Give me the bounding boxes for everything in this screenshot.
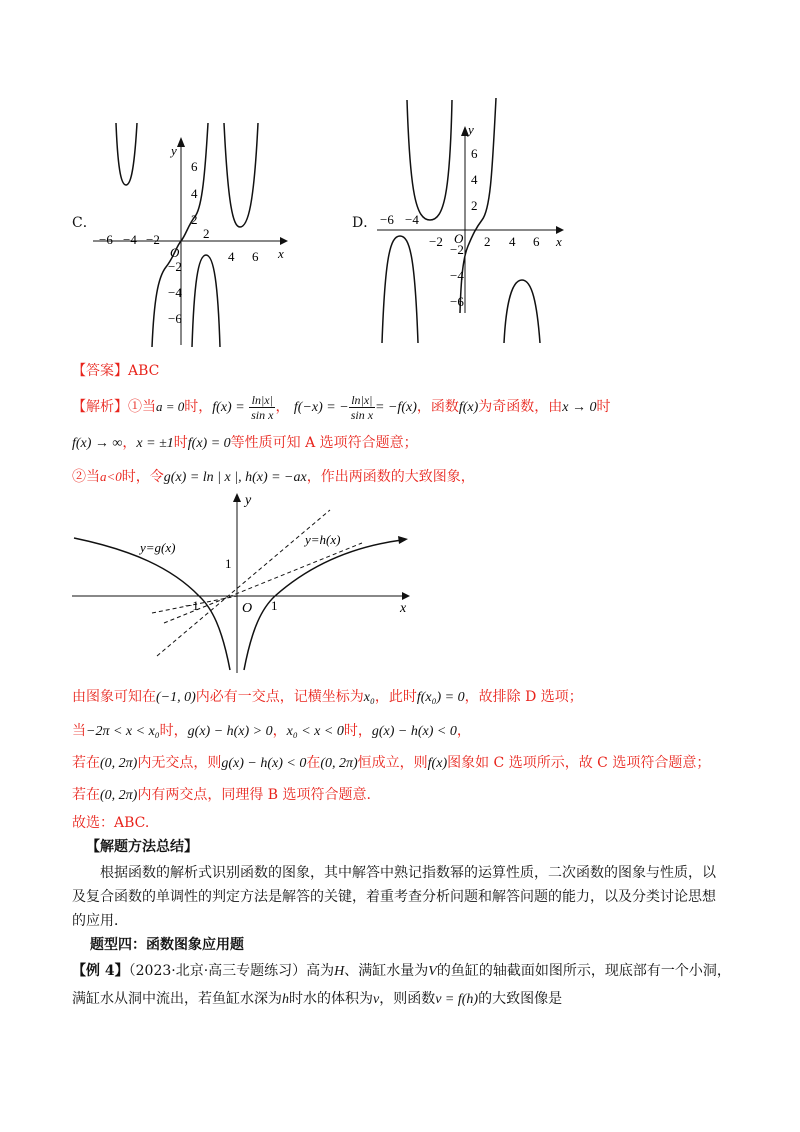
y-axis-label: y (171, 143, 177, 158)
y-axis-label: y (245, 493, 252, 508)
tick-x: 2 (203, 226, 210, 241)
analysis-line-1 (72, 392, 611, 422)
math: g(x) − h(x) < 0 (371, 724, 457, 739)
tick-x: −2 (429, 234, 443, 249)
h-label: y=h(x) (305, 532, 341, 547)
math: = −f(x) (375, 400, 417, 415)
text: 当 (72, 723, 86, 739)
text: 高为 (306, 963, 335, 979)
tick-x: −2 (146, 232, 160, 247)
origin-label: O (170, 245, 180, 260)
tick-y: 6 (471, 146, 478, 161)
example-line-2 (72, 988, 562, 1008)
option-d-label: D． (352, 215, 378, 231)
x-axis-label: x (278, 246, 284, 261)
after-line-3 (72, 752, 710, 772)
x-axis-label: x (556, 234, 562, 249)
text: 内有两交点，同理得 B 选项符合题意. (137, 787, 371, 803)
text: 内必有一交点，记横坐标为 (195, 689, 364, 705)
text: ，作出两函数的大致图象， (306, 469, 475, 485)
fraction-denominator: sin x (350, 407, 374, 422)
math: f(−x) = − (293, 400, 349, 415)
curve-right-bottom (504, 280, 540, 343)
math: v (373, 992, 380, 1007)
tick-y: −6 (168, 311, 182, 326)
fraction (249, 393, 275, 422)
summary-body-2: 及复合函数的单调性的判定方法是解答的关键，着重考查分析问题和解答问题的能力，以及分类讨论思想 (72, 889, 716, 905)
tick-x: −4 (405, 212, 419, 227)
tick-y: −6 (450, 294, 464, 309)
text: 、满缸水量为 (344, 963, 429, 979)
text: 的大致图像是 (478, 991, 563, 1007)
summary-body-3: 的应用． (72, 913, 128, 929)
tick-y: 6 (191, 159, 198, 174)
x-axis-arrow (556, 226, 564, 234)
tick-x: −6 (380, 212, 394, 227)
after-line-4 (72, 784, 371, 804)
curve-right-bottom (192, 255, 220, 347)
curve-g-left (74, 538, 230, 670)
text: 时 (173, 435, 188, 451)
graph-option-d (372, 98, 572, 343)
math: V (428, 964, 437, 979)
text: ， (272, 723, 287, 739)
math: h (282, 992, 289, 1007)
text: 时水的体积为 (289, 991, 373, 1007)
text: 图象如 C 选项所示，故 C 选项符合题意； (447, 755, 711, 771)
math: v = f(h) (435, 992, 479, 1007)
analysis-line-3 (72, 466, 475, 486)
math: g(x) = ln | x |, h(x) = −ax (163, 470, 307, 485)
origin-label: O (242, 601, 253, 616)
analysis-line-2 (72, 432, 418, 452)
answer-value: ABC (128, 363, 160, 379)
answer-line (72, 360, 159, 380)
tick-x: 2 (484, 234, 491, 249)
text: ，此时 (374, 689, 417, 705)
tick-y: 4 (471, 172, 478, 187)
text: ，函数 (416, 399, 459, 415)
x-axis-label: x (400, 601, 407, 616)
text: ②当 (72, 469, 100, 485)
math: f(x₀) = 0 (416, 690, 465, 705)
graph-option-c (88, 115, 298, 347)
tick-x-1: 1 (271, 598, 278, 613)
curve-g-arrow (398, 536, 408, 544)
fraction-denominator: sin x (251, 407, 274, 422)
math: f(x) → ∞ (72, 436, 123, 451)
x-axis-arrow (280, 237, 288, 245)
text: （2023·北京·高三专题练习） (128, 963, 307, 979)
text: 时，令 (121, 469, 164, 485)
tick-y: 2 (191, 212, 198, 227)
math: g(x) − h(x) > 0 (187, 724, 273, 739)
math: H (334, 964, 345, 979)
text: 内无交点，则 (137, 755, 222, 771)
curve-left-bottom (382, 236, 418, 343)
text: 若在 (72, 755, 100, 771)
math: f(x) (458, 400, 479, 415)
text: ， (456, 723, 471, 739)
example-line-1 (72, 960, 731, 980)
text: ①当 (128, 399, 156, 415)
math: a = 0 (156, 399, 185, 414)
math: f(x) = (212, 400, 245, 415)
math: g(x) − h(x) < 0 (221, 756, 307, 771)
tick-x: 4 (509, 234, 516, 249)
after-line-5: 故选：ABC. (72, 815, 150, 831)
math: a<0 (100, 469, 122, 484)
tick-x: 6 (533, 234, 540, 249)
answer-tag: 【答案】 (72, 363, 128, 379)
after-line-1 (72, 686, 583, 706)
math: (−1, 0) (156, 690, 196, 705)
g-label: y=g(x) (140, 540, 176, 555)
math: (0, 2π) (320, 756, 358, 771)
math: f(x) (427, 756, 448, 771)
text: 时， (343, 723, 372, 739)
y-axis-label: y (468, 122, 474, 137)
tick-y: 4 (191, 186, 198, 201)
math: f(x) = 0 (187, 436, 231, 451)
text: 满缸水从洞中流出，若鱼缸水深为 (72, 991, 282, 1007)
y-axis-arrow (177, 137, 185, 147)
curve-left-top (116, 123, 137, 185)
tick-x: 4 (228, 249, 235, 264)
math: x = ±1 (136, 436, 174, 451)
text: 在 (306, 755, 321, 771)
curve-left-top (407, 100, 452, 220)
summary-body-1: 根据函数的解析式识别函数的图象，其中解答中熟记指数幂的运算性质，二次函数的图象与性质，以 (100, 865, 716, 881)
text: 若在 (72, 787, 100, 803)
fraction-numerator: ln|x| (349, 393, 375, 408)
tick-y: −2 (450, 242, 464, 257)
math: −2π < x < x₀ (86, 724, 160, 739)
analysis-tag: 【解析】 (72, 399, 128, 415)
tick-y: 2 (471, 198, 478, 213)
y-axis-arrow (233, 493, 241, 502)
tick-x: 6 (252, 249, 259, 264)
text: 等性质可知 A 选项符合题意； (230, 435, 418, 451)
text: 时， (159, 723, 188, 739)
tick-y: −4 (450, 268, 464, 283)
text: ， (275, 399, 290, 415)
tick-y: −4 (168, 285, 182, 300)
fraction-numerator: ln|x| (249, 393, 275, 408)
tick-x: −6 (99, 232, 113, 247)
x-axis-arrow (402, 592, 410, 600)
text: 时 (596, 399, 611, 415)
text: 的鱼缸的轴截面如图所示，现底部有一个小洞， (436, 963, 731, 979)
figure-g-h (72, 488, 422, 673)
math: (0, 2π) (100, 788, 138, 803)
math: x₀ < x < 0 (286, 724, 344, 739)
text: ，故排除 D 选项； (464, 689, 583, 705)
tick-y-1: 1 (225, 556, 232, 571)
text: 时， (184, 399, 213, 415)
type4-title: 题型四：函数图象应用题 (90, 937, 244, 953)
text: 为奇函数，由 (478, 399, 563, 415)
tick-y: −2 (168, 259, 182, 274)
after-line-2 (72, 720, 471, 740)
curve-right-top (224, 123, 258, 227)
example-tag: 【例 4】 (72, 963, 129, 979)
text: 恒成立，则 (357, 755, 428, 771)
math: x → 0 (562, 400, 597, 415)
text: ， (122, 435, 137, 451)
origin-label: O (454, 231, 464, 246)
fraction (349, 393, 375, 422)
curve-g-right (244, 540, 402, 670)
tick-x: −4 (123, 232, 137, 247)
text: ，则函数 (379, 991, 436, 1007)
text: 由图象可知在 (72, 689, 156, 705)
math: x₀ (363, 690, 375, 705)
option-c-label: C． (72, 215, 97, 231)
summary-title: 【解题方法总结】 (86, 839, 198, 855)
math: (0, 2π) (100, 756, 138, 771)
tick-x-neg1: −1 (185, 598, 199, 613)
